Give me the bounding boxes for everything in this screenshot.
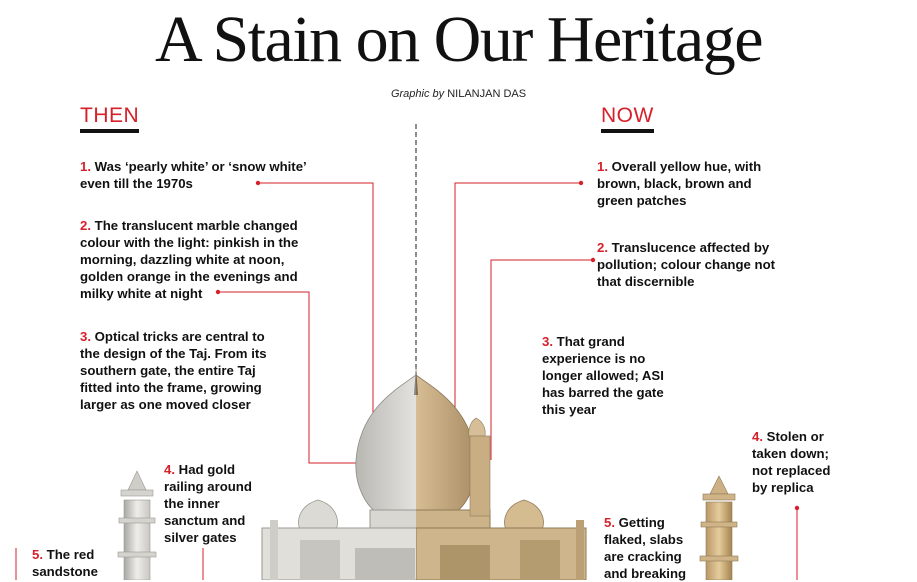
then-note-1-text: Was ‘pearly white’ or ‘snow white’ even till the 1970s (80, 159, 306, 191)
then-note-4-number: 4. (164, 462, 175, 477)
now-note-5-text: Getting flaked, slabs are cracking and breaking (604, 515, 687, 581)
then-note-1 (80, 158, 330, 192)
now-note-2-text: Translucence affected by pollution; colour change not that discernible (597, 240, 776, 289)
now-heading-label: NOW (601, 104, 654, 127)
then-note-2 (80, 217, 330, 302)
then-note-3 (80, 328, 280, 413)
credit-author: NILANJAN DAS (447, 88, 527, 100)
then-note-3-number: 3. (80, 329, 91, 344)
now-note-1-number: 1. (597, 159, 608, 174)
now-note-5-number: 5. (604, 515, 615, 530)
then-note-3-text: Optical tricks are central to the design of the Taj. From its southern gate, the entire Taj fitted into the frame, growing larger as one moved closer (80, 329, 267, 412)
now-note-4 (752, 428, 844, 496)
now-note-3 (542, 333, 682, 418)
then-note-2-text: The translucent marble changed colour with the light: pinkish in the morning, dazzling white at noon, golden orange in the evenings and milky white at night (80, 218, 299, 301)
credit-prefix: Graphic by (390, 88, 445, 100)
then-note-5-text: The red sandstone (32, 547, 98, 579)
then-note-4-text: Had gold railing around the inner sanctum and silver gates (164, 462, 252, 545)
now-note-4-text: Stolen or taken down; not replaced by replica (752, 429, 831, 495)
now-note-5 (604, 514, 696, 582)
then-note-4 (164, 461, 264, 546)
now-note-2 (597, 239, 792, 290)
now-note-3-number: 3. (542, 334, 553, 349)
now-note-1-text: Overall yellow hue, with brown, black, brown and green patches (597, 159, 762, 208)
then-note-5-number: 5. (32, 547, 43, 562)
now-note-1 (597, 158, 787, 209)
now-note-3-text: That grand experience is no longer allowed; ASI has barred the gate this year (542, 334, 664, 417)
then-note-2-number: 2. (80, 218, 91, 233)
page-title: A Stain on Our Heritage (154, 3, 763, 76)
then-note-5 (32, 546, 110, 580)
then-heading-label: THEN (80, 104, 140, 127)
now-note-2-number: 2. (597, 240, 608, 255)
then-note-1-number: 1. (80, 159, 91, 174)
now-note-4-number: 4. (752, 429, 763, 444)
